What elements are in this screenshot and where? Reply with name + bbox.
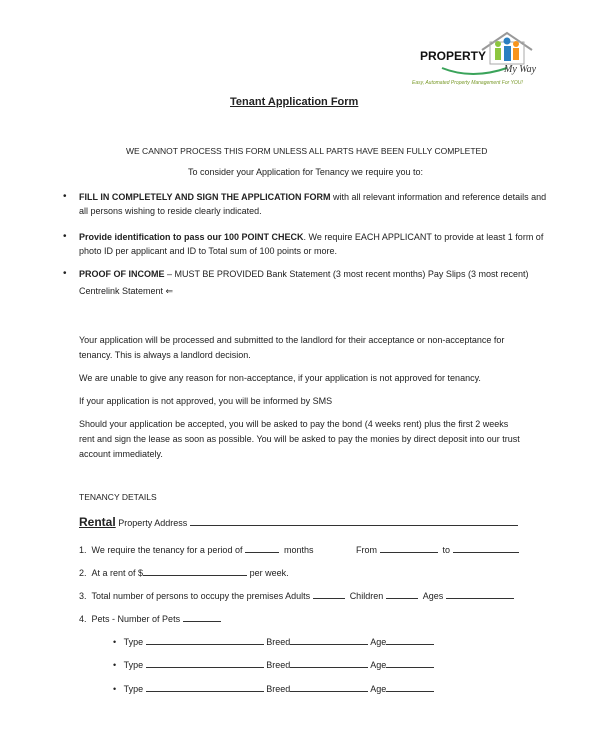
adults-field[interactable] (313, 589, 345, 599)
number-of-pets-field[interactable] (183, 612, 221, 622)
pet-breed-field[interactable] (290, 658, 368, 668)
svg-text:My Way: My Way (504, 64, 537, 75)
section-heading: TENANCY DETAILS (79, 492, 157, 502)
ages-field[interactable] (446, 589, 514, 599)
pet-age-field[interactable] (386, 682, 434, 692)
pet-row: • Type Breed Age (113, 682, 434, 694)
property-my-way-logo (412, 28, 552, 88)
rental-heading: Rental (79, 515, 116, 529)
tenancy-period-field[interactable] (245, 543, 279, 553)
bullet-icon: • (113, 660, 117, 670)
bullet-3-line-1: PROOF OF INCOME – MUST BE PROVIDED Bank Statement (3 most recent months) Pay Slips (3 most recent) (79, 269, 529, 279)
pet-type-field[interactable] (146, 682, 264, 692)
rental-address-row (79, 515, 518, 529)
paragraph-line: We are unable to give any reason for non-acceptance, if your application is not approved for tenancy. (79, 373, 481, 383)
to-date-field[interactable] (453, 543, 519, 553)
paragraph-line: If your application is not approved, you will be informed by SMS (79, 396, 333, 406)
svg-text:Easy, Automated Property Manag: Easy, Automated Property Management For YOU! (412, 80, 523, 86)
pet-age-field[interactable] (386, 658, 434, 668)
question-1: 1. We require the tenancy for a period of months From to (79, 543, 519, 555)
bullet-icon: • (113, 637, 117, 647)
paragraph-line: Your application will be processed and submitted to the landlord for their acceptance or non-acceptance for (79, 335, 505, 345)
pet-breed-field[interactable] (290, 682, 368, 692)
property-address-field[interactable] (190, 516, 518, 526)
paragraph-line: rent and sign the lease as soon as possible. You will be asked to pay the monies by direct deposit into our trust (79, 434, 520, 444)
question-2: 2. At a rent of $ per week. (79, 568, 289, 578)
from-date-field[interactable] (380, 543, 438, 553)
paragraph-line: tenancy. This is always a landlord decision. (79, 350, 251, 360)
children-field[interactable] (386, 589, 418, 599)
paragraph-line: account immediately. (79, 449, 163, 459)
pet-type-field[interactable] (146, 658, 264, 668)
bullet-icon: • (63, 191, 67, 202)
bullet-icon: • (113, 684, 117, 694)
pet-age-field[interactable] (386, 635, 434, 645)
house-logo-icon (412, 28, 552, 88)
paragraph-line: Should your application be accepted, you will be asked to pay the bond (4 weeks rent) plus the first 2 weeks (79, 419, 509, 429)
pet-breed-field[interactable] (290, 635, 368, 645)
bullet-icon: • (63, 268, 67, 279)
bullet-icon: • (63, 231, 67, 242)
pet-row: • Type Breed Age (113, 658, 434, 670)
bullet-1-line-1: FILL IN COMPLETELY AND SIGN THE APPLICATION FORM with all relevant information and reference details and (79, 192, 547, 202)
svg-text:PROPERTY: PROPERTY (420, 49, 487, 63)
bullet-1-line-2: all persons wishing to reside clearly indicated. (79, 206, 262, 216)
bullet-2-line-1: Provide identification to pass our 100 POINT CHECK. We require EACH APPLICANT to provide at least 1 form of (79, 232, 544, 242)
question-4: 4. Pets - Number of Pets (79, 612, 221, 624)
bullet-3-line-2: Centrelink Statement ⇐ (79, 286, 174, 296)
property-address-label: Property Address (118, 518, 188, 528)
warning-text: WE CANNOT PROCESS THIS FORM UNLESS ALL PARTS HAVE BEEN FULLY COMPLETED (126, 146, 488, 156)
bullet-2-line-2: photo ID per applicant and ID to Total sum of 100 points or more. (79, 246, 337, 256)
rent-field[interactable] (143, 566, 247, 576)
pet-row: • Type Breed Age (113, 635, 434, 647)
question-3: 3. Total number of persons to occupy the premises Adults Children Ages (79, 589, 514, 601)
page-title: Tenant Application Form (230, 96, 359, 108)
pet-type-field[interactable] (146, 635, 264, 645)
intro-text: To consider your Application for Tenancy we require you to: (188, 167, 423, 177)
